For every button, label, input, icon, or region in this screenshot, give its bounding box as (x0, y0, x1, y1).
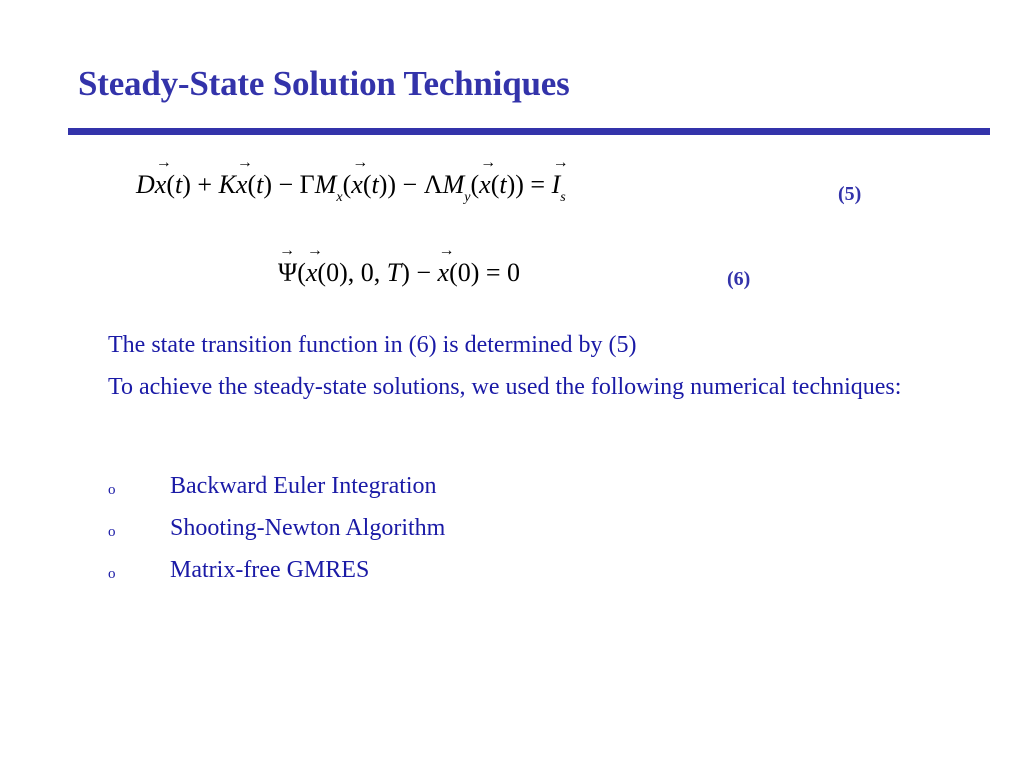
bullet-marker: o (108, 524, 116, 540)
bullet-marker: o (108, 566, 116, 582)
list-item-text: Shooting-Newton Algorithm (170, 515, 446, 541)
paragraph-techniques-intro: To achieve the steady-state solutions, we used the following numerical techniques: (108, 374, 902, 400)
paragraph-state-transition: The state transition function in (6) is determined by (5) (108, 332, 637, 358)
list-item-text: Matrix-free GMRES (170, 557, 370, 583)
slide-title: Steady-State Solution Techniques (78, 64, 570, 103)
bullet-marker: o (108, 482, 116, 498)
title-underline (68, 128, 990, 135)
equation-5: $D\to x(t) + K\to x(t) - \Gamma M_x(\to x(t)) - \Lambda M_y(\to x(t))$ = → $I_s$ (136, 170, 566, 206)
equation-number-6: (6) (727, 268, 751, 290)
list-item-text: Backward Euler Integration (170, 473, 437, 499)
equation-number-5: (5) (838, 183, 862, 205)
equation-6: → Ψ(→ x(0), 0, T) − → x(0) = 0 (278, 258, 520, 288)
